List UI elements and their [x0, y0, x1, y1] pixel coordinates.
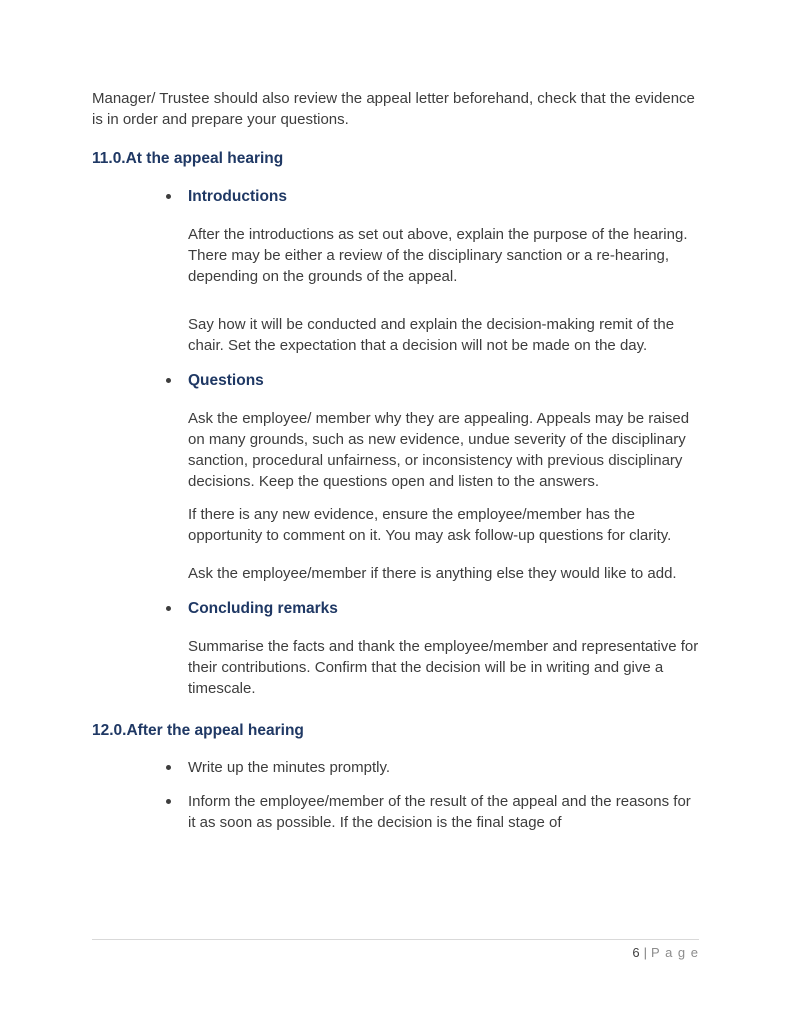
paragraph-questions-2: If there is any new evidence, ensure the employee/member has the opportunity to comment on it. You may ask follow-up questions for clarity.	[188, 506, 672, 544]
intro-paragraph: Manager/ Trustee should also review the appeal letter beforehand, check that the evidence is in order and prepare your questions.	[92, 90, 695, 128]
paragraph-introductions-2: Say how it will be conducted and explain the decision-making remit of the chair. Set the expectation that a decision will not be made on the day.	[188, 316, 675, 354]
page-footer	[632, 944, 699, 962]
paragraph-concluding-1: Summarise the facts and thank the employee/member and representative for their contributions. Confirm that the decision will be in writing and give a timescale.	[188, 638, 699, 697]
bullet-heading-questions: Questions	[188, 372, 264, 389]
bullet-item-introductions	[92, 186, 699, 208]
bullet-icon	[166, 606, 171, 611]
bullet-heading-concluding-remarks: Concluding remarks	[188, 600, 338, 617]
bullet-icon	[166, 799, 171, 804]
document-body	[92, 88, 699, 849]
bullet-icon	[166, 194, 171, 199]
bullet-item-questions	[92, 370, 699, 392]
bullet-text-inform-result: Inform the employee/member of the result of the appeal and the reasons for it as soon as possible. If the decision is the final stage of	[188, 793, 691, 831]
paragraph-introductions-1: After the introductions as set out above, explain the purpose of the hearing. There may be either a review of the disciplinary sanction or a re-hearing, depending on the grounds of the appeal.	[188, 226, 688, 285]
section-heading-11: 11.0.At the appeal hearing	[92, 150, 284, 167]
bullet-text-minutes: Write up the minutes promptly.	[188, 759, 391, 776]
footer-separator: |	[643, 945, 648, 960]
section-heading-12: 12.0.After the appeal hearing	[92, 722, 304, 739]
bullet-item-minutes	[92, 757, 699, 778]
bullet-heading-introductions: Introductions	[188, 188, 288, 205]
footer-divider	[92, 939, 699, 940]
paragraph-questions-1: Ask the employee/ member why they are appealing. Appeals may be raised on many grounds, such as new evidence, undue severity of the disciplinary sanction, procedural unfairness, or inconsistency with previous disciplinary decisions. Keep the questions open and listen to the answers.	[188, 410, 690, 490]
bullet-item-inform-result	[92, 791, 699, 833]
bullet-item-concluding-remarks	[92, 598, 699, 620]
page-number-value: 6	[632, 945, 640, 960]
bullet-icon	[166, 765, 171, 770]
page-label: P a g e	[651, 945, 699, 960]
paragraph-questions-3: Ask the employee/member if there is anything else they would like to add.	[188, 565, 677, 582]
bullet-icon	[166, 378, 171, 383]
